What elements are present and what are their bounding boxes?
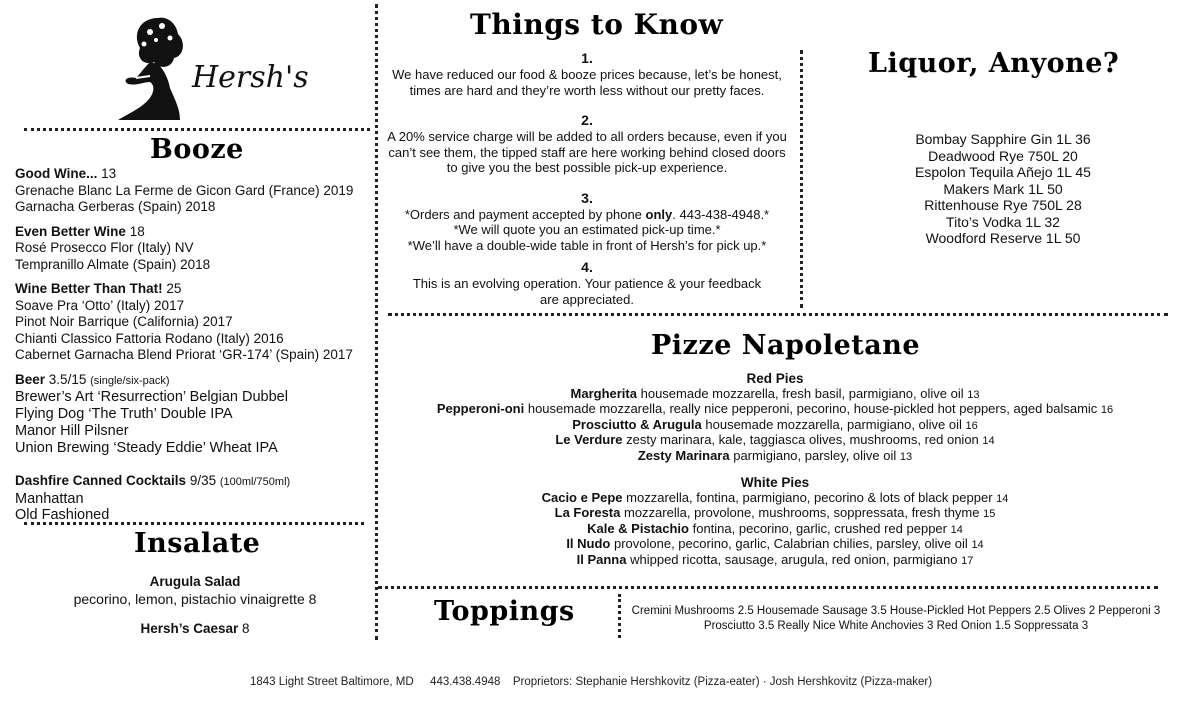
pizza-name: Kale & Pistachio: [587, 520, 689, 536]
logo-text: Hersh's: [192, 60, 309, 95]
menu-item: Tempranillo Almate (Spain) 2018: [15, 256, 211, 272]
salad-price: 8: [242, 621, 250, 636]
pizza-name: La Foresta: [554, 505, 621, 520]
pizza-name: Cacio e Pepe: [541, 489, 623, 505]
pizza-name: Margherita: [570, 385, 637, 401]
section-heading: Beer: [15, 371, 46, 387]
pizza-desc: provolone, pecorino, garlic, Calabrian chilies, parsley, olive oil: [613, 536, 968, 551]
pizza-price: 17: [961, 554, 974, 567]
divider: [388, 313, 1168, 316]
pizza-desc: housemade mozzarella, parmigiano, olive oil: [705, 416, 962, 432]
liquor-item: Woodford Reserve 1L 50: [925, 230, 1081, 246]
menu-item: Soave Pra ‘Otto’ (Italy) 2017: [15, 297, 185, 313]
item-line: This is an evolving operation. Your patience & your feedback: [412, 276, 762, 291]
pizza-item: [390, 433, 1160, 449]
line-text: . 443-438-4948.*: [672, 206, 770, 222]
pizza-price: 16: [965, 419, 978, 432]
section-heading: Good Wine...: [15, 166, 98, 181]
footer: [250, 676, 932, 688]
item-line: to give you the best possible pick-up experience.: [446, 160, 728, 175]
white-pies-heading: White Pies: [740, 475, 810, 490]
pizza-desc: zesty marinara, kale, taggiasca olives, mushrooms, red onion: [626, 432, 979, 447]
item-number: 2.: [581, 112, 593, 128]
salad-name: Hersh’s Caesar: [140, 621, 239, 636]
pizza-item: [390, 491, 1160, 507]
wine-section-best: [15, 281, 353, 298]
pizza-price: 14: [971, 539, 984, 551]
menu-item: Pinot Noir Barrique (California) 2017: [15, 314, 233, 329]
salad-item: [30, 621, 360, 638]
liquor-title: Liquor, Anyone?: [868, 48, 1120, 79]
pizza-name: Il Panna: [576, 551, 627, 567]
pizza-price: 13: [899, 450, 913, 463]
pizza-item: [390, 506, 1160, 522]
booze-list: [15, 166, 353, 523]
divider: [618, 594, 621, 638]
menu-item: Rosé Prosecco Flor (Italy) NV: [15, 240, 194, 255]
item-line: *We will quote you an estimated pick-up time.*: [453, 222, 721, 237]
footer-proprietors: Proprietors: Stephanie Hershkovitz (Pizza-eater) · Josh Hershkovitz (Pizza-maker): [512, 676, 933, 688]
toppings-title: Toppings: [434, 596, 575, 627]
menu-item: Cabernet Garnacha Blend Priorat ‘GR-174’ (Spain) 2017: [15, 347, 353, 362]
menu-item: Chianti Classico Fattoria Rodano (Italy) 2016: [15, 330, 284, 346]
item-line: A 20% service charge will be added to all orders because, even if you: [387, 129, 787, 144]
pizze-menu: [390, 372, 1160, 568]
divider: [24, 128, 370, 131]
pizza-price: 14: [982, 435, 995, 447]
pizza-desc: mozzarella, fontina, parmigiano, pecorino & lots of black pepper: [626, 489, 997, 505]
item-line: *We’ll have a double-wide table in front of Hersh’s for pick up.*: [407, 237, 767, 253]
pizza-item: [390, 537, 1160, 553]
menu-item: Union Brewing ‘Steady Eddie’ Wheat IPA: [15, 440, 278, 456]
booze-title: Booze: [150, 134, 244, 165]
pizza-price: 14: [996, 492, 1009, 505]
item-line: [380, 207, 794, 223]
footer-phone: 443.438.4948: [430, 676, 501, 688]
salad-desc: pecorino, lemon, pistachio vinaigrette 8: [73, 590, 317, 607]
liquor-item: Espolon Tequila Añejo 1L 45: [915, 164, 1091, 180]
pizza-desc: parmigiano, parsley, olive oil: [733, 447, 897, 463]
pizza-name: Il Nudo: [566, 536, 611, 551]
liquor-list: [830, 131, 1176, 247]
toppings-line: Cremini Mushrooms 2.5 Housemade Sausage 3.5 House-Pickled Hot Peppers 2.5 Olives 2 Pepperoni 3: [631, 605, 1161, 617]
divider: [375, 4, 378, 640]
things-title: Things to Know: [470, 8, 724, 41]
pizza-item: [390, 449, 1160, 465]
section-note: (single/six-pack): [90, 374, 170, 387]
liquor-item: Tito’s Vodka 1L 32: [946, 213, 1060, 230]
things-list: [380, 50, 794, 307]
wine-section-better: [15, 224, 353, 241]
divider: [800, 50, 803, 308]
item-line: are appreciated.: [540, 291, 634, 307]
salad-name: Arugula Salad: [149, 574, 241, 589]
section-price: 9/35: [189, 473, 217, 488]
section-price: 13: [101, 166, 117, 181]
section-heading: Dashfire Canned Cocktails: [15, 473, 187, 488]
pizze-title: Pizze Napoletane: [651, 330, 921, 361]
pizza-desc: mozzarella, provolone, mushrooms, soppressata, fresh thyme: [624, 505, 980, 520]
line-text: *Orders and payment accepted by phone: [404, 206, 646, 222]
pizza-desc: housemade mozzarella, fresh basil, parmigiano, olive oil: [640, 385, 964, 401]
section-heading: Even Better Wine: [15, 223, 126, 239]
menu-item: Flying Dog ‘The Truth’ Double IPA: [15, 406, 233, 422]
menu-item: Grenache Blanc La Ferme de Gicon Gard (France) 2019: [15, 182, 354, 198]
insalate-list: [30, 574, 360, 638]
menu-item: Manhattan: [15, 490, 84, 507]
section-price: 18: [129, 223, 145, 239]
beer-section: [15, 372, 353, 390]
liquor-item: Deadwood Rye 750L 20: [928, 147, 1078, 164]
item-number: 1.: [581, 50, 593, 66]
wine-section-good: [15, 166, 353, 183]
item-number: 4.: [581, 259, 593, 275]
section-price: 3.5/15: [48, 371, 87, 387]
menu-item: Manor Hill Pilsner: [15, 423, 129, 439]
section-price: 25: [166, 281, 182, 296]
liquor-item: Rittenhouse Rye 750L 28: [924, 197, 1082, 213]
item-line: times are hard and they’re worth less without our pretty faces.: [409, 82, 765, 98]
item-line: We have reduced our food & booze prices because, let’s be honest,: [392, 67, 782, 82]
pizza-desc: whipped ricotta, sausage, arugula, red onion, parmigiano: [630, 551, 958, 567]
pizza-desc: housemade mozzarella, really nice pepperoni, pecorino, house-pickled hot peppers, aged balsamic: [527, 401, 1098, 416]
pizza-price: 14: [950, 523, 963, 536]
item-line: can’t see them, the tipped staff are here working behind closed doors: [388, 144, 786, 160]
item-number: 3.: [581, 189, 593, 206]
menu-item: Old Fashioned: [15, 506, 110, 523]
pizza-name: Zesty Marinara: [637, 447, 730, 463]
pizza-name: Pepperoni-oni: [436, 401, 525, 416]
pizza-item: [390, 387, 1160, 403]
toppings-line: Prosciutto 3.5 Really Nice White Anchovies 3 Red Onion 1.5 Soppressata 3: [703, 620, 1089, 632]
pizza-name: Prosciutto & Arugula: [572, 416, 702, 432]
pizza-price: 15: [983, 508, 996, 520]
pizza-name: Le Verdure: [555, 432, 623, 447]
logo: [110, 12, 309, 124]
section-note: (100ml/750ml): [219, 476, 291, 488]
insalate-title: Insalate: [134, 528, 261, 559]
divider: [378, 586, 1158, 589]
pizza-item: [390, 418, 1160, 434]
pizza-item: [390, 402, 1160, 418]
line-emphasis: only: [645, 206, 673, 222]
liquor-item: Bombay Sapphire Gin 1L 36: [915, 131, 1091, 147]
menu-item: Brewer’s Art ‘Resurrection’ Belgian Dubbel: [15, 389, 288, 405]
pizza-price: 13: [967, 388, 980, 401]
toppings-list: [626, 604, 1166, 634]
liquor-item: Makers Mark 1L 50: [943, 180, 1063, 197]
pizza-price: 16: [1100, 404, 1114, 416]
pizza-desc: fontina, pecorino, garlic, crushed red pepper: [692, 520, 947, 536]
red-pies-heading: Red Pies: [746, 371, 804, 386]
menu-item: Garnacha Gerberas (Spain) 2018: [15, 199, 216, 214]
pizza-item: [390, 553, 1160, 569]
footer-address: 1843 Light Street Baltimore, MD: [250, 676, 414, 688]
section-heading: Wine Better Than That!: [15, 281, 163, 296]
pizza-item: [390, 522, 1160, 538]
cocktail-section: [15, 473, 353, 491]
